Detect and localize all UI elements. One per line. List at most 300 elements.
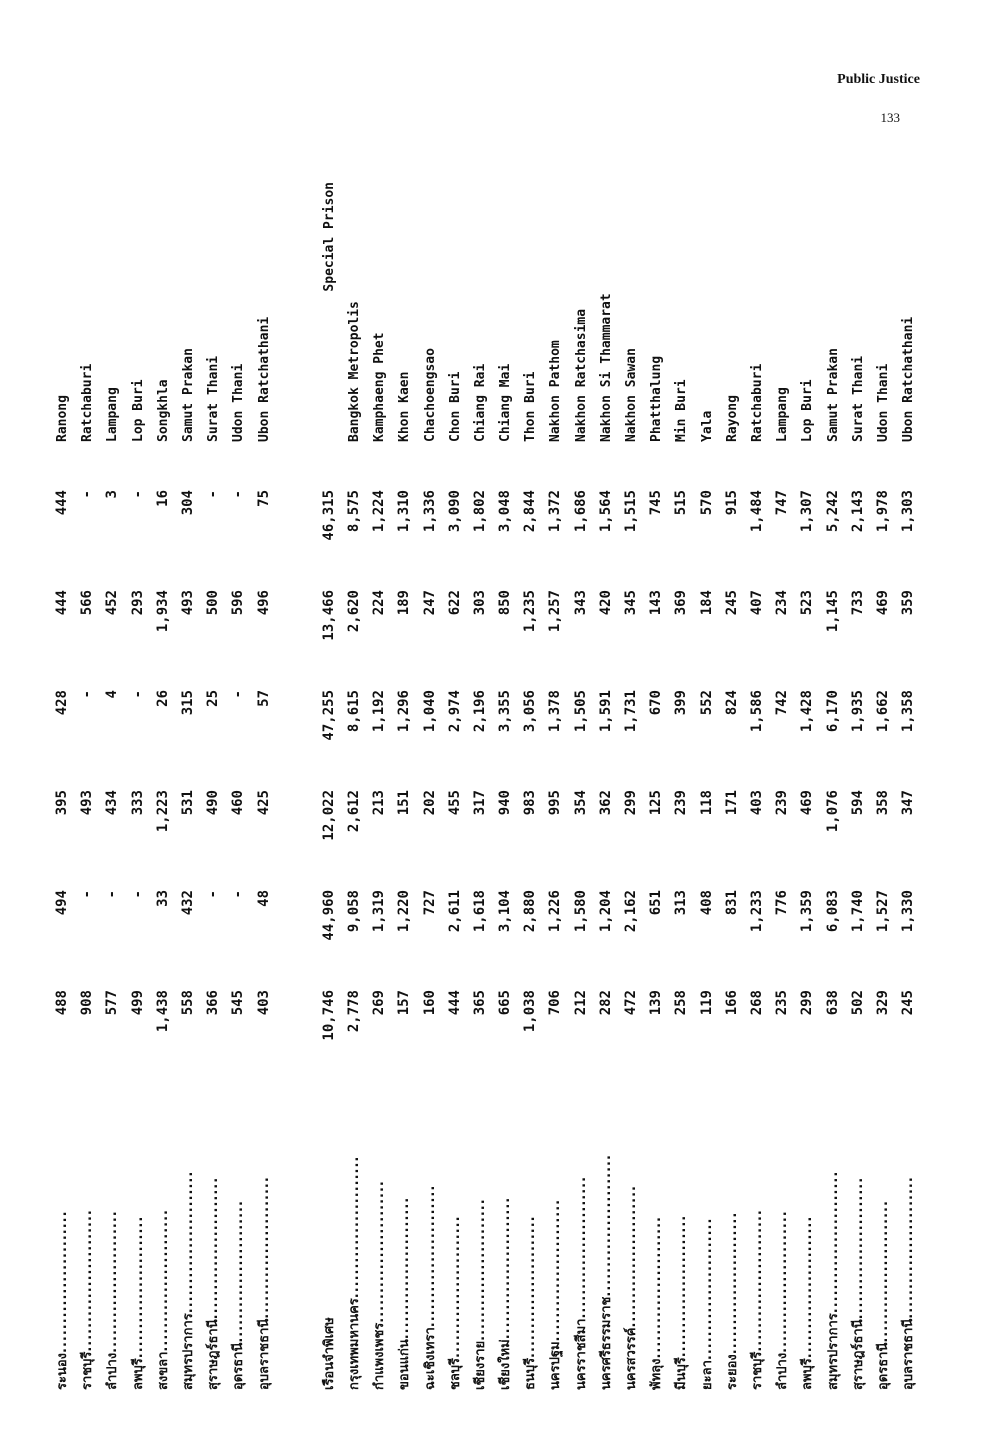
leader-dots: ........................ xyxy=(825,1170,841,1314)
province-english: Nakhon Si Thammarat xyxy=(598,293,614,442)
value-cell: - xyxy=(129,890,146,899)
value-cell: 831 xyxy=(723,890,740,916)
province-thai xyxy=(50,1060,75,1390)
value-cell: 444 xyxy=(446,990,463,1016)
table-row xyxy=(543,172,568,1390)
province-thai xyxy=(695,1060,720,1390)
value-cell: 239 xyxy=(774,790,791,816)
province-english: Ubon Ratchathani xyxy=(256,316,272,442)
table-row xyxy=(443,172,468,1390)
value-cell: 460 xyxy=(230,790,247,816)
value-cell: 224 xyxy=(371,590,388,616)
province-thai-text: ฉะเชิงเทรา xyxy=(422,1327,438,1390)
table-body-top xyxy=(50,172,277,1390)
value-cell: 2,620 xyxy=(345,590,362,633)
leader-dots: ........................ xyxy=(105,1210,121,1353)
leader-dots: ........................ xyxy=(548,1198,564,1342)
prison-statistics-table-rotated xyxy=(50,182,930,1390)
province-thai xyxy=(392,1060,417,1390)
province-thai-text: ธนบุรี xyxy=(523,1357,539,1390)
value-cell: 2,612 xyxy=(345,790,362,833)
value-cell: 171 xyxy=(723,790,740,816)
table-row xyxy=(569,172,594,1390)
leader-dots: ........................ xyxy=(498,1196,514,1340)
value-cell: 488 xyxy=(54,990,71,1016)
leader-dots: ........................ xyxy=(850,1176,866,1320)
value-cell: 455 xyxy=(446,790,463,816)
leader-dots: ........................ xyxy=(724,1211,740,1355)
value-cell: 983 xyxy=(522,790,539,816)
value-cell: 399 xyxy=(673,690,690,716)
province-thai-text: สุราษฎร์ธานี xyxy=(850,1319,866,1390)
table-row xyxy=(720,172,745,1390)
value-cell: 1,618 xyxy=(471,890,488,933)
province-english: Udon Thani xyxy=(231,363,247,442)
value-cell: - xyxy=(230,690,247,699)
value-cell: 622 xyxy=(446,590,463,616)
table-row xyxy=(50,172,75,1390)
prison-statistics-table xyxy=(50,172,921,1390)
table-row xyxy=(795,172,820,1390)
province-english: Songkhla xyxy=(155,379,171,442)
province-thai-text: ลำปาง xyxy=(775,1352,791,1390)
value-cell: 469 xyxy=(874,590,891,616)
value-cell: 1,226 xyxy=(547,890,564,933)
value-cell: 151 xyxy=(396,790,413,816)
province-thai-text: ราชบุรี xyxy=(749,1351,765,1390)
value-cell: 365 xyxy=(471,990,488,1016)
value-cell: 329 xyxy=(874,990,891,1016)
province-thai-text: กรุงเทพมหานคร xyxy=(346,1298,362,1390)
table-row xyxy=(518,172,543,1390)
value-cell: 850 xyxy=(497,590,514,616)
value-cell: 420 xyxy=(597,590,614,616)
value-cell: 3,355 xyxy=(497,690,514,733)
value-cell: 1,223 xyxy=(154,790,171,833)
value-cell: 333 xyxy=(129,790,146,816)
value-cell: 493 xyxy=(180,590,197,616)
value-cell: 452 xyxy=(104,590,121,616)
value-cell: 566 xyxy=(79,590,96,616)
value-cell: 9,058 xyxy=(345,890,362,933)
province-thai-text: เชียงใหม่ xyxy=(498,1339,514,1390)
value-cell: 776 xyxy=(774,890,791,916)
value-cell: 202 xyxy=(421,790,438,816)
value-cell: 425 xyxy=(255,790,272,816)
value-cell: 6,083 xyxy=(824,890,841,933)
value-cell: 1,076 xyxy=(824,790,841,833)
value-cell: - xyxy=(205,490,222,499)
value-cell: 4 xyxy=(104,690,121,699)
value-cell: 444 xyxy=(54,490,71,516)
value-cell: 1,296 xyxy=(396,690,413,733)
province-thai xyxy=(720,1060,745,1390)
province-thai-text: ลพบุรี xyxy=(800,1358,816,1390)
value-cell: 444 xyxy=(54,590,71,616)
value-cell: 3,104 xyxy=(497,890,514,933)
value-cell: 1,358 xyxy=(900,690,917,733)
table-row xyxy=(100,172,125,1390)
province-english: Special Prison xyxy=(321,182,337,292)
province-thai-text: ขอนแก่น xyxy=(397,1339,413,1390)
value-cell: 269 xyxy=(371,990,388,1016)
value-cell: 247 xyxy=(421,590,438,616)
value-cell: 268 xyxy=(748,990,765,1016)
province-thai xyxy=(518,1060,543,1390)
province-thai xyxy=(569,1060,594,1390)
value-cell: 638 xyxy=(824,990,841,1016)
province-thai-text: อุดรธานี xyxy=(875,1342,891,1390)
value-cell: 1,505 xyxy=(572,690,589,733)
value-cell: 47,255 xyxy=(320,690,337,741)
value-cell: 515 xyxy=(673,490,690,516)
value-cell: 1,192 xyxy=(371,690,388,733)
value-cell: 472 xyxy=(623,990,640,1016)
value-cell: 358 xyxy=(874,790,891,816)
value-cell: - xyxy=(230,890,247,899)
value-cell: 500 xyxy=(205,590,222,616)
province-thai-text: นครศรีธรรมราช xyxy=(598,1296,614,1390)
value-cell: 315 xyxy=(180,690,197,716)
value-cell: 1,438 xyxy=(154,990,171,1033)
value-cell: 496 xyxy=(255,590,272,616)
value-cell: 160 xyxy=(421,990,438,1016)
value-cell: 1,934 xyxy=(154,590,171,633)
value-cell: 2,196 xyxy=(471,690,488,733)
value-cell: 1,378 xyxy=(547,690,564,733)
province-thai xyxy=(342,1060,367,1390)
province-thai xyxy=(543,1060,568,1390)
value-cell: - xyxy=(129,490,146,499)
table-row xyxy=(594,172,619,1390)
value-cell: 213 xyxy=(371,790,388,816)
province-thai-text: ระนอง xyxy=(55,1352,71,1390)
table-row xyxy=(770,172,795,1390)
leader-dots: ........................ xyxy=(875,1200,891,1343)
leader-dots: ........................ xyxy=(397,1196,413,1340)
value-cell: 670 xyxy=(648,690,665,716)
province-thai xyxy=(669,1060,694,1390)
value-cell: 143 xyxy=(648,590,665,616)
value-cell: 359 xyxy=(900,590,917,616)
value-cell: 1,359 xyxy=(799,890,816,933)
value-cell: 531 xyxy=(180,790,197,816)
value-cell: 523 xyxy=(799,590,816,616)
province-thai xyxy=(100,1060,125,1390)
leader-dots: ........................ xyxy=(472,1198,488,1341)
value-cell: 1,586 xyxy=(748,690,765,733)
value-cell: 26 xyxy=(154,690,171,707)
province-thai xyxy=(176,1060,201,1390)
province-thai xyxy=(644,1060,669,1390)
value-cell: 1,145 xyxy=(824,590,841,633)
province-thai xyxy=(493,1060,518,1390)
province-thai-text: พัทลุง xyxy=(649,1358,665,1390)
table-row xyxy=(392,172,417,1390)
value-cell: 502 xyxy=(849,990,866,1016)
value-cell: 2,162 xyxy=(623,890,640,933)
value-cell: 369 xyxy=(673,590,690,616)
value-cell: 432 xyxy=(180,890,197,916)
value-cell: 75 xyxy=(255,490,272,507)
value-cell: 245 xyxy=(723,590,740,616)
province-thai xyxy=(770,1060,795,1390)
leader-dots: ........................ xyxy=(674,1214,690,1358)
leader-dots: ........................ xyxy=(699,1217,715,1361)
province-english: Yala xyxy=(699,410,715,442)
leader-dots: ........................ xyxy=(422,1184,438,1328)
value-cell: 1,484 xyxy=(748,490,765,533)
value-cell: 1,580 xyxy=(572,890,589,933)
value-cell: - xyxy=(230,490,247,499)
province-thai-text: สมุทรปราการ xyxy=(181,1313,197,1390)
value-cell: - xyxy=(205,890,222,899)
value-cell: 3,090 xyxy=(446,490,463,533)
value-cell: 12,022 xyxy=(320,790,337,841)
leader-dots: ........................ xyxy=(346,1155,362,1299)
value-cell: 1,233 xyxy=(748,890,765,933)
province-thai xyxy=(201,1060,226,1390)
value-cell: 915 xyxy=(723,490,740,516)
page-number: 133 xyxy=(880,110,900,125)
table-row xyxy=(226,172,251,1390)
value-cell: 3,056 xyxy=(522,690,539,733)
table-row xyxy=(695,172,720,1390)
province-english: Chachoengsao xyxy=(422,348,438,442)
value-cell: 1,564 xyxy=(597,490,614,533)
value-cell: 303 xyxy=(471,590,488,616)
province-thai xyxy=(75,1060,100,1390)
value-cell: 469 xyxy=(799,790,816,816)
value-cell: 2,974 xyxy=(446,690,463,733)
leader-dots: ........................ xyxy=(181,1170,197,1314)
province-thai-text: นครปฐม xyxy=(548,1341,564,1390)
value-cell: 494 xyxy=(54,890,71,916)
value-cell: 2,611 xyxy=(446,890,463,933)
value-cell: - xyxy=(79,890,96,899)
leader-dots: ........................ xyxy=(901,1176,917,1319)
province-thai-text: นครสวรรค์ xyxy=(624,1327,640,1390)
value-cell: 282 xyxy=(597,990,614,1016)
value-cell: 16 xyxy=(154,490,171,507)
value-cell: 1,303 xyxy=(900,490,917,533)
value-cell: 940 xyxy=(497,790,514,816)
value-cell: 245 xyxy=(900,990,917,1016)
province-thai xyxy=(367,1060,392,1390)
province-english: Udon Thani xyxy=(875,363,891,442)
table-row xyxy=(846,172,871,1390)
province-thai xyxy=(795,1060,820,1390)
table-row xyxy=(493,172,518,1390)
province-thai-text: อุบลราชธานี xyxy=(901,1318,917,1390)
province-english: Nakhon Sawan xyxy=(624,348,640,442)
value-cell: 733 xyxy=(849,590,866,616)
leader-dots: ........................ xyxy=(155,1209,171,1352)
table-row xyxy=(745,172,770,1390)
value-cell: 428 xyxy=(54,690,71,716)
province-thai xyxy=(619,1060,644,1390)
table-row xyxy=(151,172,176,1390)
value-cell: 189 xyxy=(396,590,413,616)
value-cell: 727 xyxy=(421,890,438,916)
value-cell: 1,319 xyxy=(371,890,388,933)
province-english: Rayong xyxy=(724,395,740,442)
value-cell: 343 xyxy=(572,590,589,616)
province-thai xyxy=(871,1060,896,1390)
value-cell: 493 xyxy=(79,790,96,816)
value-cell: - xyxy=(79,490,96,499)
value-cell: 234 xyxy=(774,590,791,616)
leader-dots: ........................ xyxy=(573,1175,589,1319)
value-cell: 1,662 xyxy=(874,690,891,733)
value-cell: 1,235 xyxy=(522,590,539,633)
value-cell: 239 xyxy=(673,790,690,816)
value-cell: 908 xyxy=(79,990,96,1016)
value-cell: 558 xyxy=(180,990,197,1016)
value-cell: 119 xyxy=(698,990,715,1016)
province-english: Bangkok Metropolis xyxy=(346,301,362,442)
leader-dots: ........................ xyxy=(598,1154,614,1297)
table-row xyxy=(126,172,151,1390)
table-row xyxy=(252,172,277,1390)
value-cell: 5,242 xyxy=(824,490,841,533)
value-cell: 212 xyxy=(572,990,589,1016)
province-english: Lop Buri xyxy=(130,379,146,442)
value-cell: 1,307 xyxy=(799,490,816,533)
province-thai-text: เรือนจำพิเศษ xyxy=(321,1317,337,1390)
value-cell: - xyxy=(79,690,96,699)
value-cell: 407 xyxy=(748,590,765,616)
province-thai-text: สงขลา xyxy=(155,1351,171,1390)
value-cell: 166 xyxy=(723,990,740,1016)
value-cell: 2,844 xyxy=(522,490,539,533)
table-row xyxy=(644,172,669,1390)
value-cell: 139 xyxy=(648,990,665,1016)
leader-dots: ........................ xyxy=(206,1176,222,1320)
province-english: Khon Kaen xyxy=(397,371,413,442)
province-english: Thon Buri xyxy=(523,371,539,442)
value-cell: 313 xyxy=(673,890,690,916)
table-row xyxy=(871,172,896,1390)
value-cell: 552 xyxy=(698,690,715,716)
leader-dots: ........................ xyxy=(80,1209,96,1352)
value-cell: 157 xyxy=(396,990,413,1016)
value-cell: 1,310 xyxy=(396,490,413,533)
province-thai-text: มีนบุรี xyxy=(674,1357,690,1390)
province-thai-text: เชียงราย xyxy=(472,1340,488,1390)
value-cell: 125 xyxy=(648,790,665,816)
province-english: Samut Prakan xyxy=(825,348,841,442)
value-cell: 747 xyxy=(774,490,791,516)
province-thai-text: อุดรธานี xyxy=(231,1342,247,1390)
value-cell: 824 xyxy=(723,690,740,716)
province-thai xyxy=(468,1060,493,1390)
value-cell: 1,428 xyxy=(799,690,816,733)
table-row xyxy=(75,172,100,1390)
table-row xyxy=(669,172,694,1390)
value-cell: 46,315 xyxy=(320,490,337,541)
province-thai xyxy=(226,1060,251,1390)
value-cell: 1,731 xyxy=(623,690,640,733)
province-english: Samut Prakan xyxy=(181,348,197,442)
value-cell: 1,220 xyxy=(396,890,413,933)
leader-dots: ........................ xyxy=(800,1215,816,1359)
province-thai xyxy=(443,1060,468,1390)
leader-dots: ........................ xyxy=(372,1180,388,1323)
value-cell: 8,615 xyxy=(345,690,362,733)
value-cell: 317 xyxy=(471,790,488,816)
value-cell: 299 xyxy=(623,790,640,816)
table-row xyxy=(896,172,921,1390)
province-thai-text: ชลบุรี xyxy=(447,1357,463,1390)
leader-dots: ........................ xyxy=(775,1210,791,1353)
province-english: Chon Buri xyxy=(447,371,463,442)
value-cell: 1,935 xyxy=(849,690,866,733)
value-cell: 6,170 xyxy=(824,690,841,733)
value-cell: 545 xyxy=(230,990,247,1016)
value-cell: 1,515 xyxy=(623,490,640,533)
value-cell: 44,960 xyxy=(320,890,337,941)
province-thai-text: ราชบุรี xyxy=(80,1351,96,1390)
table-body-bottom xyxy=(317,172,922,1390)
province-thai xyxy=(126,1060,151,1390)
table-row xyxy=(176,172,201,1390)
value-cell: 25 xyxy=(205,690,222,707)
province-thai xyxy=(745,1060,770,1390)
value-cell: 362 xyxy=(597,790,614,816)
province-english: Surat Thani xyxy=(206,355,222,442)
province-english: Kamphaeng Phet xyxy=(372,332,388,442)
value-cell: 347 xyxy=(900,790,917,816)
province-thai xyxy=(151,1060,176,1390)
value-cell: 304 xyxy=(180,490,197,516)
value-cell: 499 xyxy=(129,990,146,1016)
province-thai xyxy=(594,1060,619,1390)
running-header: Public Justice xyxy=(837,72,920,87)
province-thai-text: นครราชสีมา xyxy=(573,1318,589,1390)
value-cell: 57 xyxy=(255,690,272,707)
province-thai xyxy=(417,1060,442,1390)
value-cell: 434 xyxy=(104,790,121,816)
leader-dots: ........................ xyxy=(447,1215,463,1358)
value-cell: 1,686 xyxy=(572,490,589,533)
province-english: Chiang Rai xyxy=(472,363,488,442)
value-cell: 10,746 xyxy=(320,990,337,1041)
value-cell: 1,330 xyxy=(900,890,917,933)
value-cell: 3 xyxy=(104,490,121,499)
value-cell: 118 xyxy=(698,790,715,816)
value-cell: 1,224 xyxy=(371,490,388,533)
value-cell: 408 xyxy=(698,890,715,916)
province-english: Nakhon Ratchasima xyxy=(573,308,589,442)
value-cell: 1,038 xyxy=(522,990,539,1033)
province-thai-text: ยะลา xyxy=(699,1360,715,1390)
value-cell: 366 xyxy=(205,990,222,1016)
value-cell: 354 xyxy=(572,790,589,816)
province-thai xyxy=(317,1060,342,1390)
value-cell: 1,802 xyxy=(471,490,488,533)
value-cell: 1,978 xyxy=(874,490,891,533)
province-english: Ratchaburi xyxy=(80,363,96,442)
value-cell: 258 xyxy=(673,990,690,1016)
province-thai-text: สมุทรปราการ xyxy=(825,1313,841,1390)
province-english: Lop Buri xyxy=(800,379,816,442)
value-cell: 8,575 xyxy=(345,490,362,533)
value-cell: 596 xyxy=(230,590,247,616)
value-cell: 1,040 xyxy=(421,690,438,733)
value-cell: 490 xyxy=(205,790,222,816)
value-cell: 745 xyxy=(648,490,665,516)
